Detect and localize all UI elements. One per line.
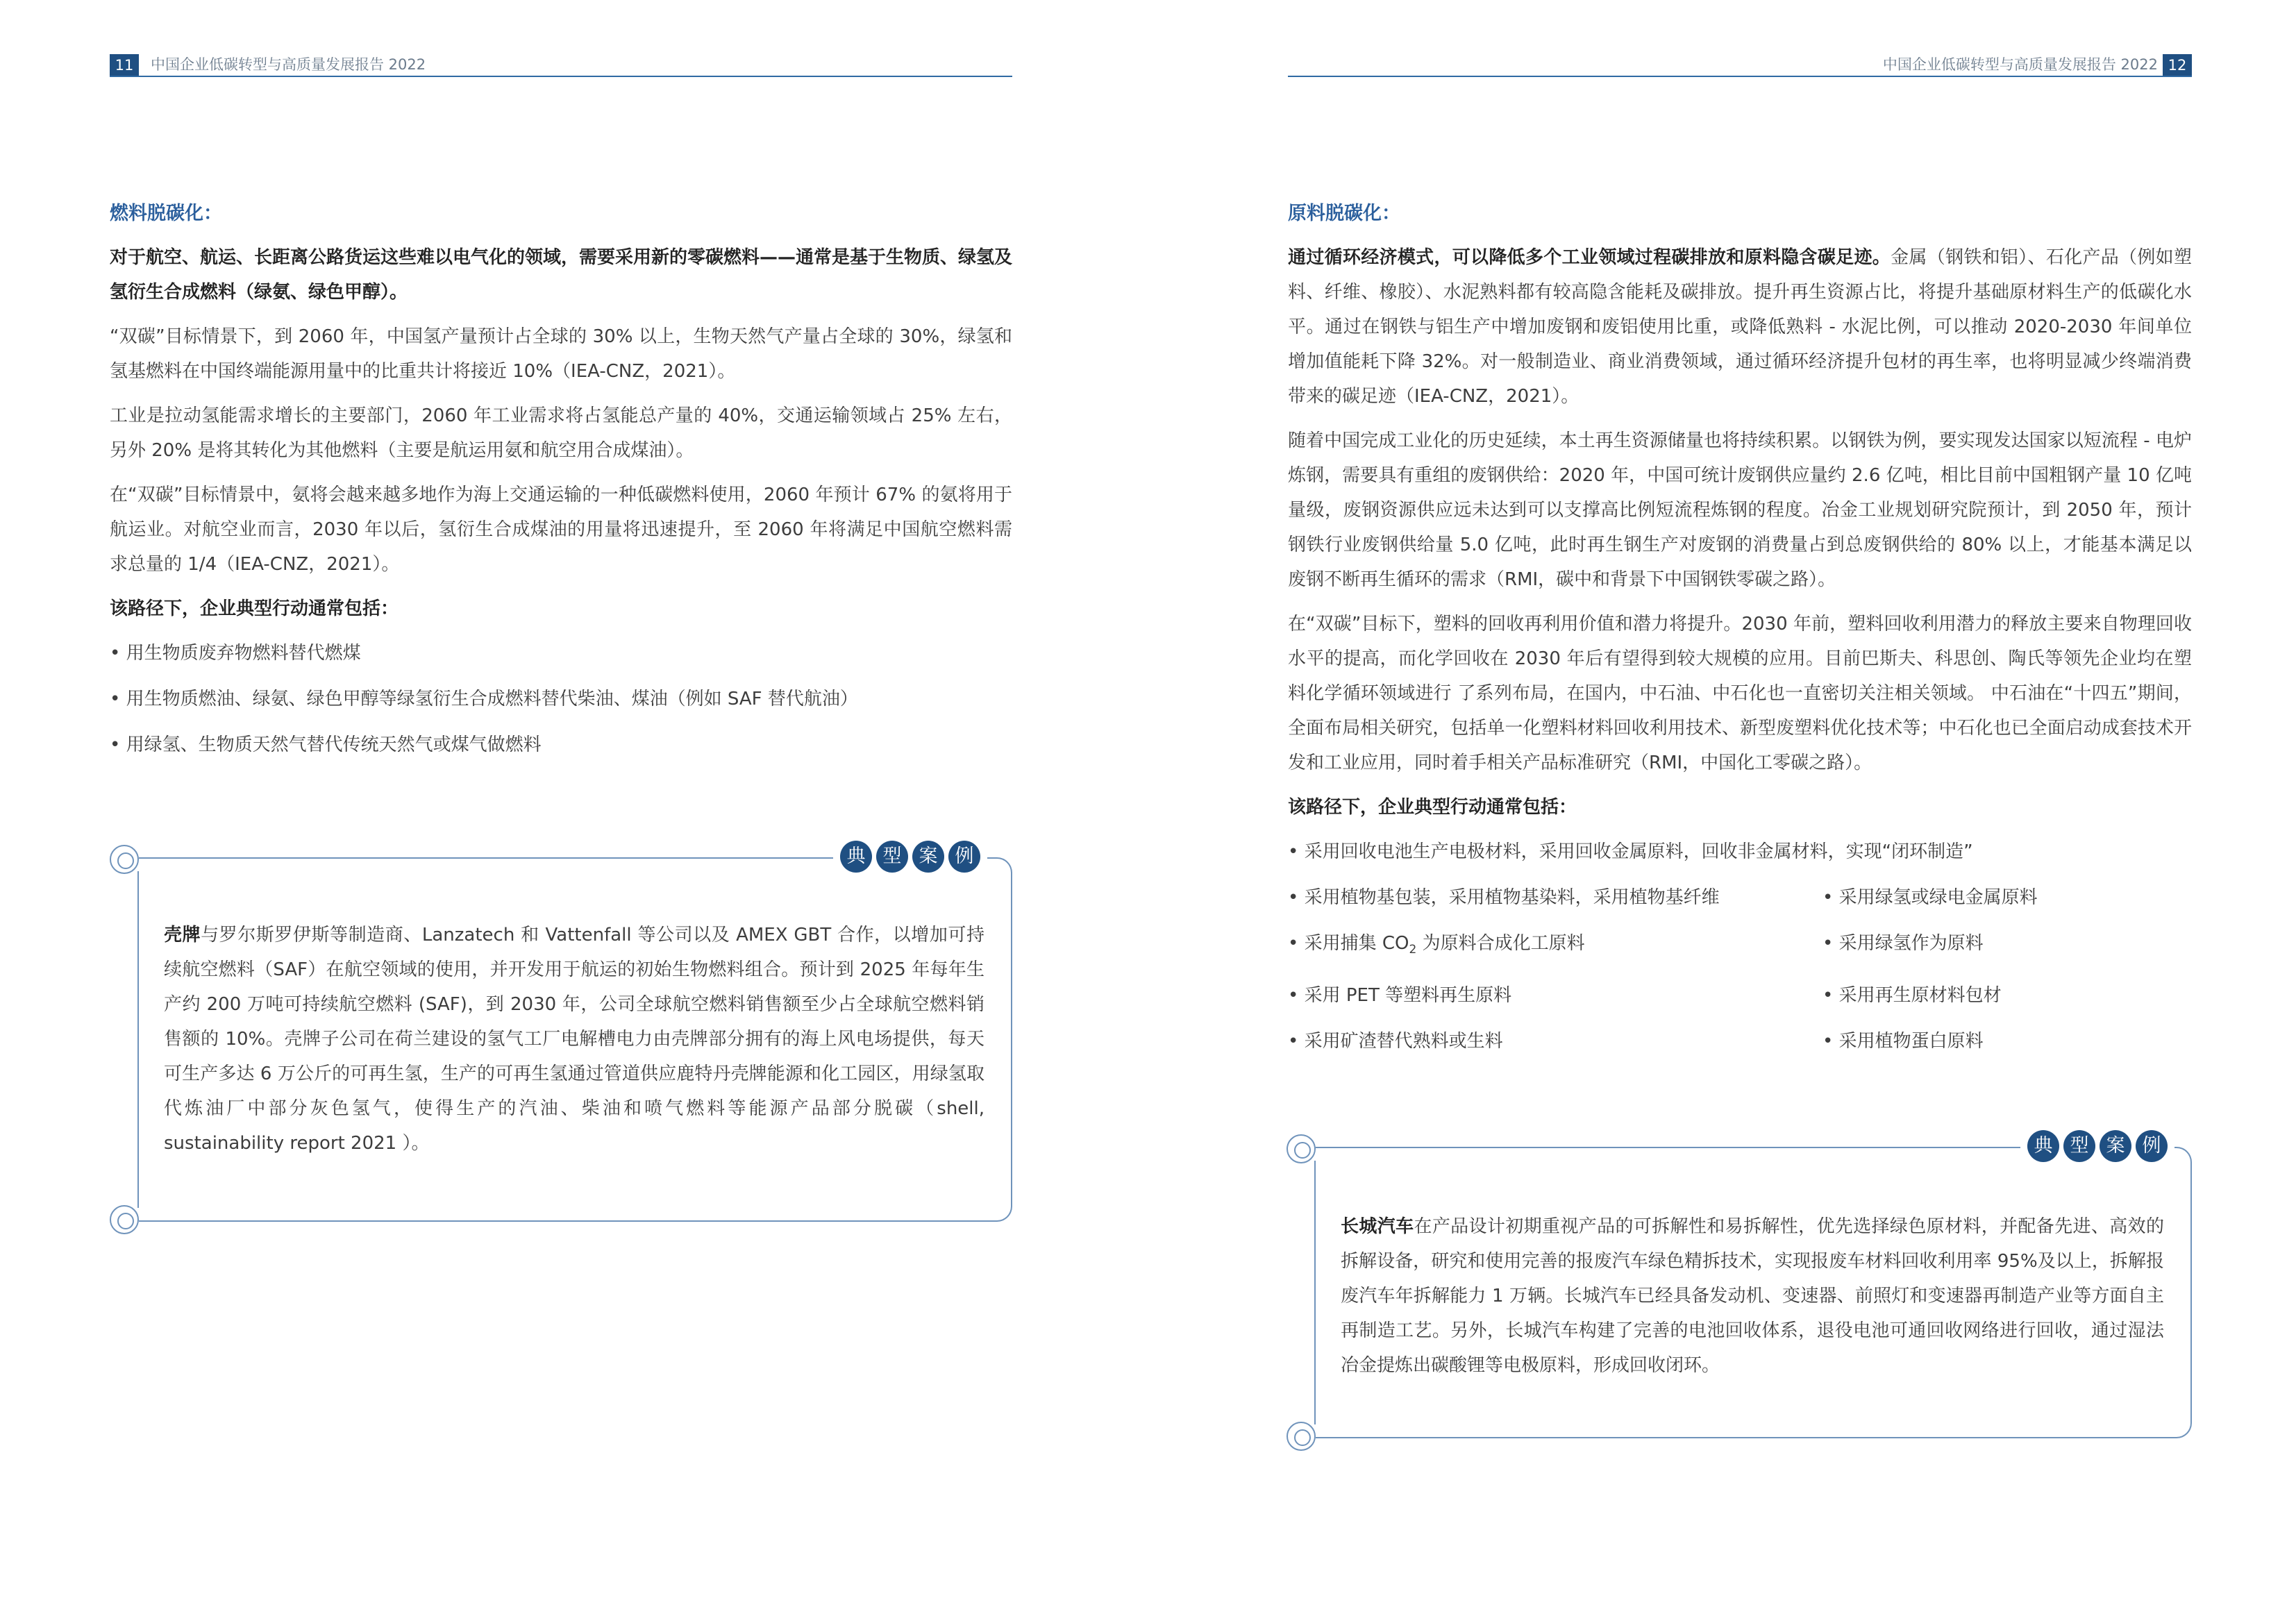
co2-label: • 采用捕集 CO: [1288, 933, 1409, 954]
lead-paragraph: 对于航空、航运、长距离公路货运这些难以电气化的领域，需要采用新的零碳燃料——通常是基于生物质、绿氢及氢衍生合成燃料（绿氨、绿色甲醇）。: [110, 247, 1013, 303]
scroll-edge: [137, 871, 139, 1208]
lead-paragraph: [1288, 240, 2192, 414]
bullet-item: • 用生物质燃油、绿氨、绿色甲醇等绿氢衍生合成燃料替代柴油、煤油（例如 SAF 替代航油）: [110, 689, 858, 709]
badge-char: 型: [876, 841, 908, 873]
case-badge: [2020, 1130, 2175, 1162]
actions-heading: 该路径下，企业典型行动通常包括：: [1288, 797, 1577, 818]
case-description: 与罗尔斯罗伊斯等制造商、Lanzatech 和 Vattenfall 等公司以及 AMEX GBT 合作，以增加可持续航空燃料（SAF）在航空领域的使用，并开发用于航运的初始生物燃料组合。预计到 2025 年每年生产约 200 万吨可持续航空燃料 (SAF)，到 2030 年，公司全球航空燃料销售额至少占全球航空燃料销售额的 10%。壳牌子公司在荷兰建设的氢气工厂电解槽电力由壳牌部分拥有的海上风电场提供，每天可生产多达 6 万公斤的可再生氢，生产的可再生氢通过管道供应鹿特丹壳牌能源和化工园区，用绿氢取代炼油厂中部分灰色氢气，使得生产的汽油、柴油和喷气燃料等能源产品部分脱碳（shell, sustainability report 2021 ）。: [164, 925, 984, 1154]
scroll-curl-icon: [1287, 1422, 1316, 1451]
actions-heading: 该路径下，企业典型行动通常包括：: [110, 598, 399, 619]
right-page-content: [1288, 200, 2192, 1070]
left-running-title: 中国企业低碳转型与高质量发展报告 2022: [151, 56, 426, 73]
bullet-item-co2: [1288, 926, 1822, 967]
scroll-curl-icon: [1287, 1134, 1316, 1163]
paragraph: 工业是拉动氢能需求增长的主要部门，2060 年工业需求将占氢能总产量的 40%，交通运输领域占 25% 左右，另外 20% 是将其转化为其他燃料（主要是航运用氨和航空用合成煤油）。: [110, 405, 1012, 461]
case-company: 长城汽车: [1341, 1216, 1414, 1237]
co2-rest: 为原料合成化工原料: [1416, 933, 1585, 954]
lead-rest: 金属（钢铁和铝）、石化产品（例如塑料、纤维、橡胶）、水泥熟料都有较高隐含能耗及碳排放。提升再生资源占比，将提升基础原材料生产的低碳化水平。通过在钢铁与铝生产中增加废钢和废铝使用比重，或降低熟料 - 水泥比例，可以推动 2020-2030 年间单位增加值能耗下降 32%。对一般制造业、商业消费领域，通过循环经济提升包材的再生率，也将明显减少终端消费带来的碳足迹（IEA-CNZ，2021）。: [1288, 247, 2192, 407]
case-company: 壳牌: [164, 925, 201, 945]
paragraph: “双碳”目标情景下，到 2060 年，中国氢产量预计占全球的 30% 以上，生物天然气产量占全球的 30%，绿氢和氢基燃料在中国终端能源用量中的比重共计将接近 10%（IEA-CNZ，2021）。: [110, 326, 1012, 382]
bullet-item: • 采用回收电池生产电极材料，采用回收金属原料，回收非金属材料，实现“闭环制造”: [1288, 841, 1973, 862]
paragraph: 在“双碳”目标下，塑料的回收再利用价值和潜力将提升。2030 年前，塑料回收利用潜力的释放主要来自物理回收水平的提高，而化学回收在 2030 年后有望得到较大规模的应用。目前巴斯夫、科思创、陶氏等领先企业均在塑料化学循环领域进行 了系列布局，在国内，中石油、中石化也一直密切关注相关领域。 中石油在“十四五”期间，全面布局相关研究，包括单一化塑料材料回收利用技术、新型废塑料优化技术等；中石化也已全面启动成套技术开发和工业应用，同时着手相关产品标准研究（RMI，中国化工零碳之路）。: [1288, 614, 2192, 773]
right-header-rule: [1288, 76, 2192, 77]
bullet-item: • 采用再生原材料包材: [1822, 985, 2002, 1007]
bullet-grid: [1288, 880, 2192, 1070]
co2-subscript: 2: [1409, 943, 1417, 957]
right-page-number: 12: [2163, 54, 2192, 76]
badge-char: 案: [2100, 1130, 2131, 1162]
badge-char: 典: [840, 841, 872, 873]
badge-char: 例: [948, 841, 980, 873]
bullet-item: • 采用绿氢或绿电金属原料: [1822, 887, 2038, 908]
paragraph: 在“双碳”目标情景中，氨将会越来越多地作为海上交通运输的一种低碳燃料使用，2060 年预计 67% 的氨将用于航运业。对航空业而言，2030 年以后，氢衍生合成煤油的用量将迅速提升，至 2060 年将满足中国航空燃料需求总量的 1/4（IEA-CNZ，2021）。: [110, 485, 1012, 575]
right-running-title: 中国企业低碳转型与高质量发展报告 2022: [1882, 56, 2158, 73]
bullet-item: • 用生物质废弃物燃料替代燃煤: [110, 643, 361, 664]
badge-char: 例: [2136, 1130, 2168, 1162]
bullet-item: • 采用植物蛋白原料: [1822, 1031, 1984, 1052]
left-page-content: [110, 200, 1012, 773]
badge-char: 型: [2063, 1130, 2095, 1162]
bullet-item: • 采用 PET 等塑料再生原料: [1288, 985, 1512, 1007]
lead-bold: 通过循环经济模式，可以降低多个工业领域过程碳排放和原料隐含碳足迹。: [1288, 247, 1891, 268]
bullet-item: • 采用植物基包装，采用植物基染料，采用植物基纤维: [1288, 887, 1720, 908]
case-box-greatwall: [1316, 1135, 2192, 1438]
badge-char: 典: [2027, 1130, 2059, 1162]
case-text: [164, 918, 984, 1161]
scroll-curl-icon: [110, 845, 139, 874]
bullet-item: • 采用矿渣替代熟料或生料: [1288, 1031, 1503, 1052]
case-box-shell: [139, 846, 1012, 1222]
left-page-number: 11: [110, 54, 139, 76]
scroll-curl-icon: [110, 1205, 139, 1234]
left-header-rule: [110, 76, 1012, 77]
badge-char: 案: [912, 841, 944, 873]
case-badge: [833, 841, 987, 873]
paragraph: 随着中国完成工业化的历史延续，本土再生资源储量也将持续积累。以钢铁为例，要实现发达国家以短流程 - 电炉炼钢，需要具有重组的废钢供给：2020 年，中国可统计废钢供应量约 2.6 亿吨，相比目前中国粗钢产量 10 亿吨量级，废钢资源供应远未达到可以支撑高比例短流程炼钢的程度。冶金工业规划研究院预计，到 2050 年，预计钢铁行业废钢供给量 5.0 亿吨，此时再生钢生产对废钢的消费量占到总废钢供给的 80% 以上，才能基本满足以废钢不断再生循环的需求（RMI，碳中和背景下中国钢铁零碳之路）。: [1288, 430, 2192, 590]
case-text: [1341, 1209, 2164, 1383]
bullet-item: • 用绿氢、生物质天然气替代传统天然气或煤气做燃料: [110, 734, 542, 755]
case-description: 在产品设计初期重视产品的可拆解性和易拆解性，优先选择绿色原材料，并配备先进、高效的拆解设备，研究和使用完善的报废汽车绿色精拆技术，实现报废车材料回收利用率 95%及以上，拆解报废汽车年拆解能力 1 万辆。长城汽车已经具备发动机、变速器、前照灯和变速器再制造产业等方面自主再制造工艺。另外，长城汽车构建了完善的电池回收体系，退役电池可通回收网络进行回收，通过湿法冶金提炼出碳酸锂等电极原料，形成回收闭环。: [1341, 1216, 2164, 1376]
bullet-item: • 采用绿氢作为原料: [1822, 933, 1984, 954]
section-title-feedstock: 原料脱碳化：: [1288, 203, 1400, 224]
scroll-edge: [1314, 1161, 1316, 1424]
section-title-fuel: 燃料脱碳化：: [110, 203, 222, 224]
